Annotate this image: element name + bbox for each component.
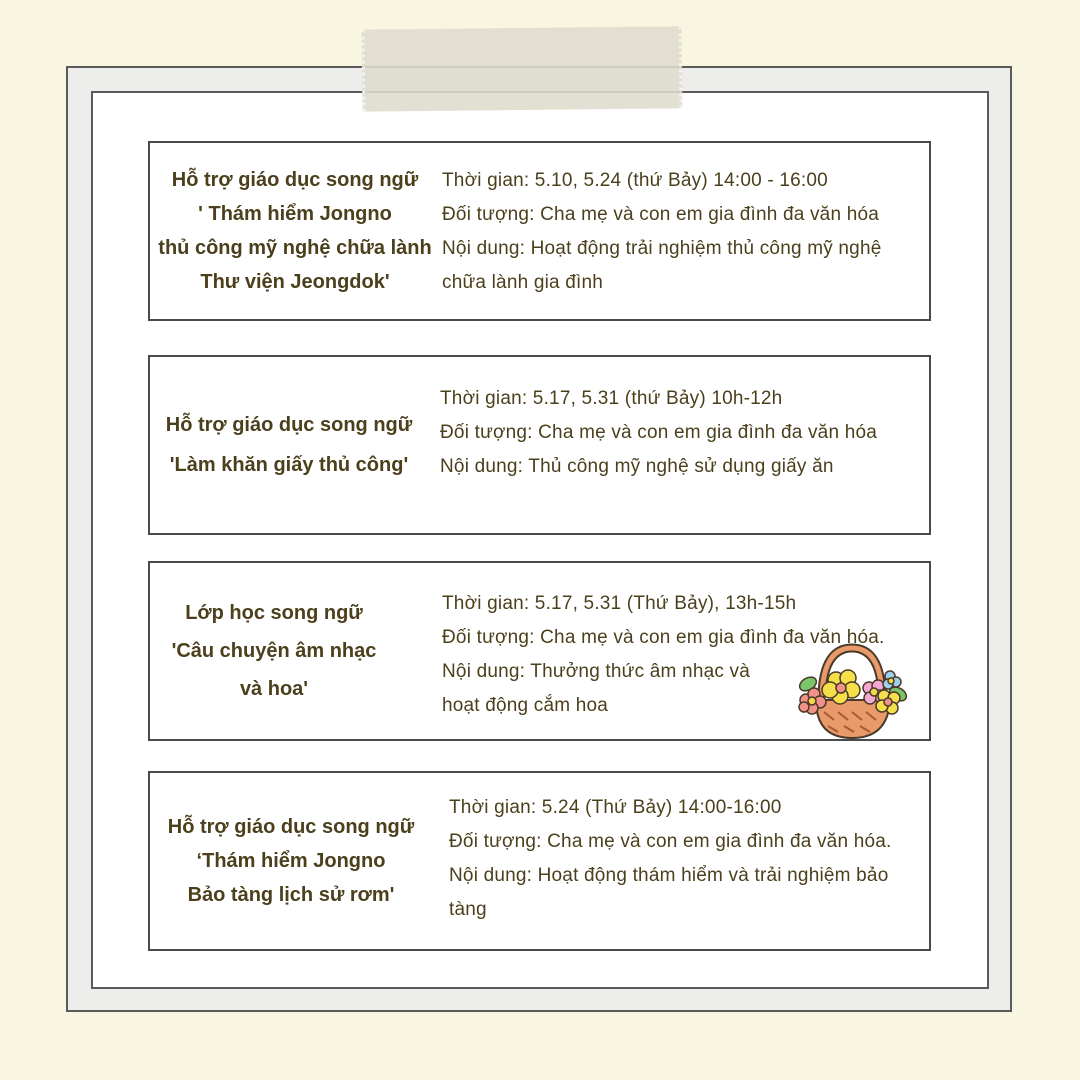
info-time: Thời gian: 5.17, 5.31 (Thứ Bảy), 13h-15h (442, 593, 797, 614)
info-audience: Đối tượng: Cha mẹ và con em gia đình đa văn hóa. (442, 627, 885, 648)
info-time: Thời gian: 5.24 (Thứ Bảy) 14:00-16:00 (449, 797, 782, 818)
title-line: Hỗ trợ giáo dục song ngữ (165, 414, 413, 436)
title-line: Thư viện Jeongdok' (200, 271, 390, 293)
info-time: Thời gian: 5.17, 5.31 (thứ Bảy) 10h-12h (440, 388, 783, 409)
title-line: Bảo tàng lịch sử rơm' (187, 884, 395, 906)
info-content: Nội dung: Hoạt động thám hiểm và trải nghiệm bảo (449, 865, 889, 886)
flower-basket-icon (794, 642, 914, 742)
card-2-title (150, 357, 428, 533)
card-1-info (442, 164, 881, 300)
card-4-info (449, 791, 891, 927)
program-card-2 (148, 355, 931, 535)
card-2-info (440, 382, 877, 484)
card-1-title (150, 143, 440, 319)
title-line: Lớp học song ngữ (185, 602, 363, 624)
card-3-title (150, 563, 398, 739)
title-line: thủ công mỹ nghệ chữa lành (158, 237, 432, 259)
info-content: Nội dung: Hoạt động trải nghiệm thủ công mỹ nghệ (442, 238, 882, 259)
title-line: 'Câu chuyện âm nhạc (171, 640, 377, 662)
info-audience: Đối tượng: Cha mẹ và con em gia đình đa văn hóa. (449, 831, 892, 852)
info-content-cont: tàng (449, 899, 487, 920)
info-time: Thời gian: 5.10, 5.24 (thứ Bảy) 14:00 - 16:00 (442, 170, 828, 191)
info-content: Nội dung: Thưởng thức âm nhạc và (442, 661, 750, 682)
title-line: Hỗ trợ giáo dục song ngữ (171, 169, 419, 191)
masking-tape (362, 26, 683, 111)
info-audience: Đối tượng: Cha mẹ và con em gia đình đa văn hóa (442, 204, 879, 225)
card-4-title (150, 773, 432, 949)
title-line: 'Làm khăn giấy thủ công' (169, 454, 409, 476)
program-card-1 (148, 141, 931, 321)
title-line: ‘Thám hiểm Jongno (196, 850, 386, 872)
title-line: Hỗ trợ giáo dục song ngữ (167, 816, 415, 838)
program-card-4 (148, 771, 931, 951)
info-content-cont: chữa lành gia đình (442, 272, 604, 293)
info-content-cont: hoạt động cắm hoa (442, 695, 609, 716)
title-line: và hoa' (239, 678, 309, 700)
info-content: Nội dung: Thủ công mỹ nghệ sử dụng giấy ăn (440, 456, 834, 477)
title-line: ' Thám hiểm Jongno (198, 203, 392, 225)
info-audience: Đối tượng: Cha mẹ và con em gia đình đa văn hóa (440, 422, 877, 443)
